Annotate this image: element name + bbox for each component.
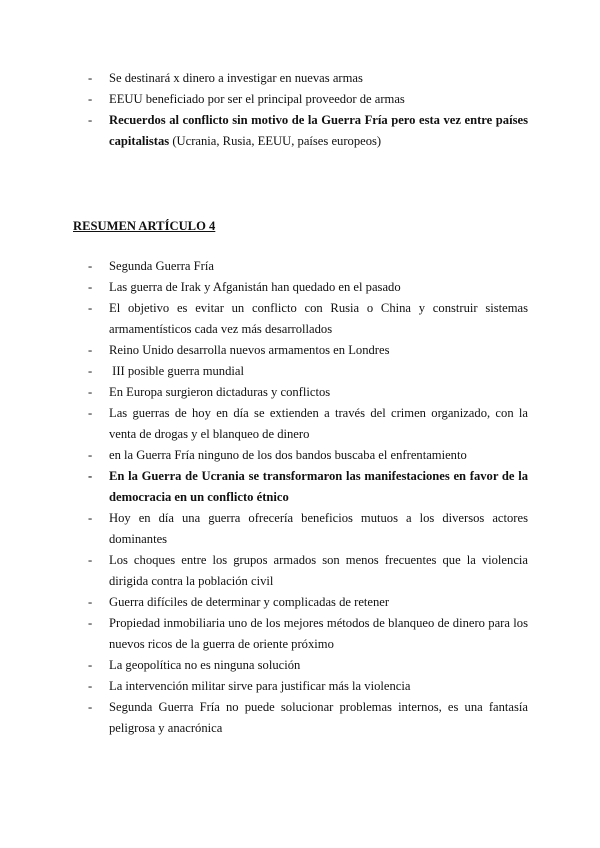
section-heading: RESUMEN ARTÍCULO 4 — [73, 219, 216, 233]
list-item — [88, 89, 528, 110]
list-item: - En Europa surgieron dictaduras y conflictos — [88, 382, 528, 403]
list-item: - Segunda Guerra Fría no puede solucionar problemas internos, es una fantasía peligrosa y anacrónica — [88, 697, 528, 739]
list-item-bold: - En la Guerra de Ucrania se transformaron las manifestaciones en favor de la democracia en un conflicto étnico — [88, 466, 528, 508]
list-item-bold-text: Recuerdos al conflicto sin motivo de la Guerra Fría pero esta vez entre países capitalistas — [109, 113, 528, 148]
list-item: - Reino Unido desarrolla nuevos armamentos en Londres — [88, 340, 528, 361]
list-item: - Hoy en día una guerra ofrecería beneficios mutuos a los diversos actores dominantes — [88, 508, 528, 550]
summary-bullet-list — [88, 256, 528, 739]
list-item: - La geopolítica no es ninguna solución — [88, 655, 528, 676]
list-item: - El objetivo es evitar un conflicto con Rusia o China y construir sistemas armamentísticos cada vez más desarrollados — [88, 298, 528, 340]
list-item: - Guerra difíciles de determinar y complicadas de retener — [88, 592, 528, 613]
list-item — [88, 68, 528, 89]
list-item: - Segunda Guerra Fría — [88, 256, 528, 277]
list-item: - III posible guerra mundial — [88, 361, 528, 382]
list-item-text: Se destinará x dinero a investigar en nuevas armas — [109, 71, 363, 85]
list-item — [88, 110, 528, 152]
list-item: - Las guerras de hoy en día se extienden a través del crimen organizado, con la venta de drogas y el blanqueo de dinero — [88, 403, 528, 445]
list-item: - Los choques entre los grupos armados son menos frecuentes que la violencia dirigida contra la población civil — [88, 550, 528, 592]
list-item: - en la Guerra Fría ninguno de los dos bandos buscaba el enfrentamiento — [88, 445, 528, 466]
list-item: - La intervención militar sirve para justificar más la violencia — [88, 676, 528, 697]
list-item-text: EEUU beneficiado por ser el principal proveedor de armas — [109, 92, 405, 106]
top-bullet-list — [88, 68, 528, 152]
list-item: - Propiedad inmobiliaria uno de los mejores métodos de blanqueo de dinero para los nuevos ricos de la guerra de oriente próximo — [88, 613, 528, 655]
list-item-text: (Ucrania, Rusia, EEUU, países europeos) — [169, 134, 382, 148]
list-item: - Las guerra de Irak y Afganistán han quedado en el pasado — [88, 277, 528, 298]
